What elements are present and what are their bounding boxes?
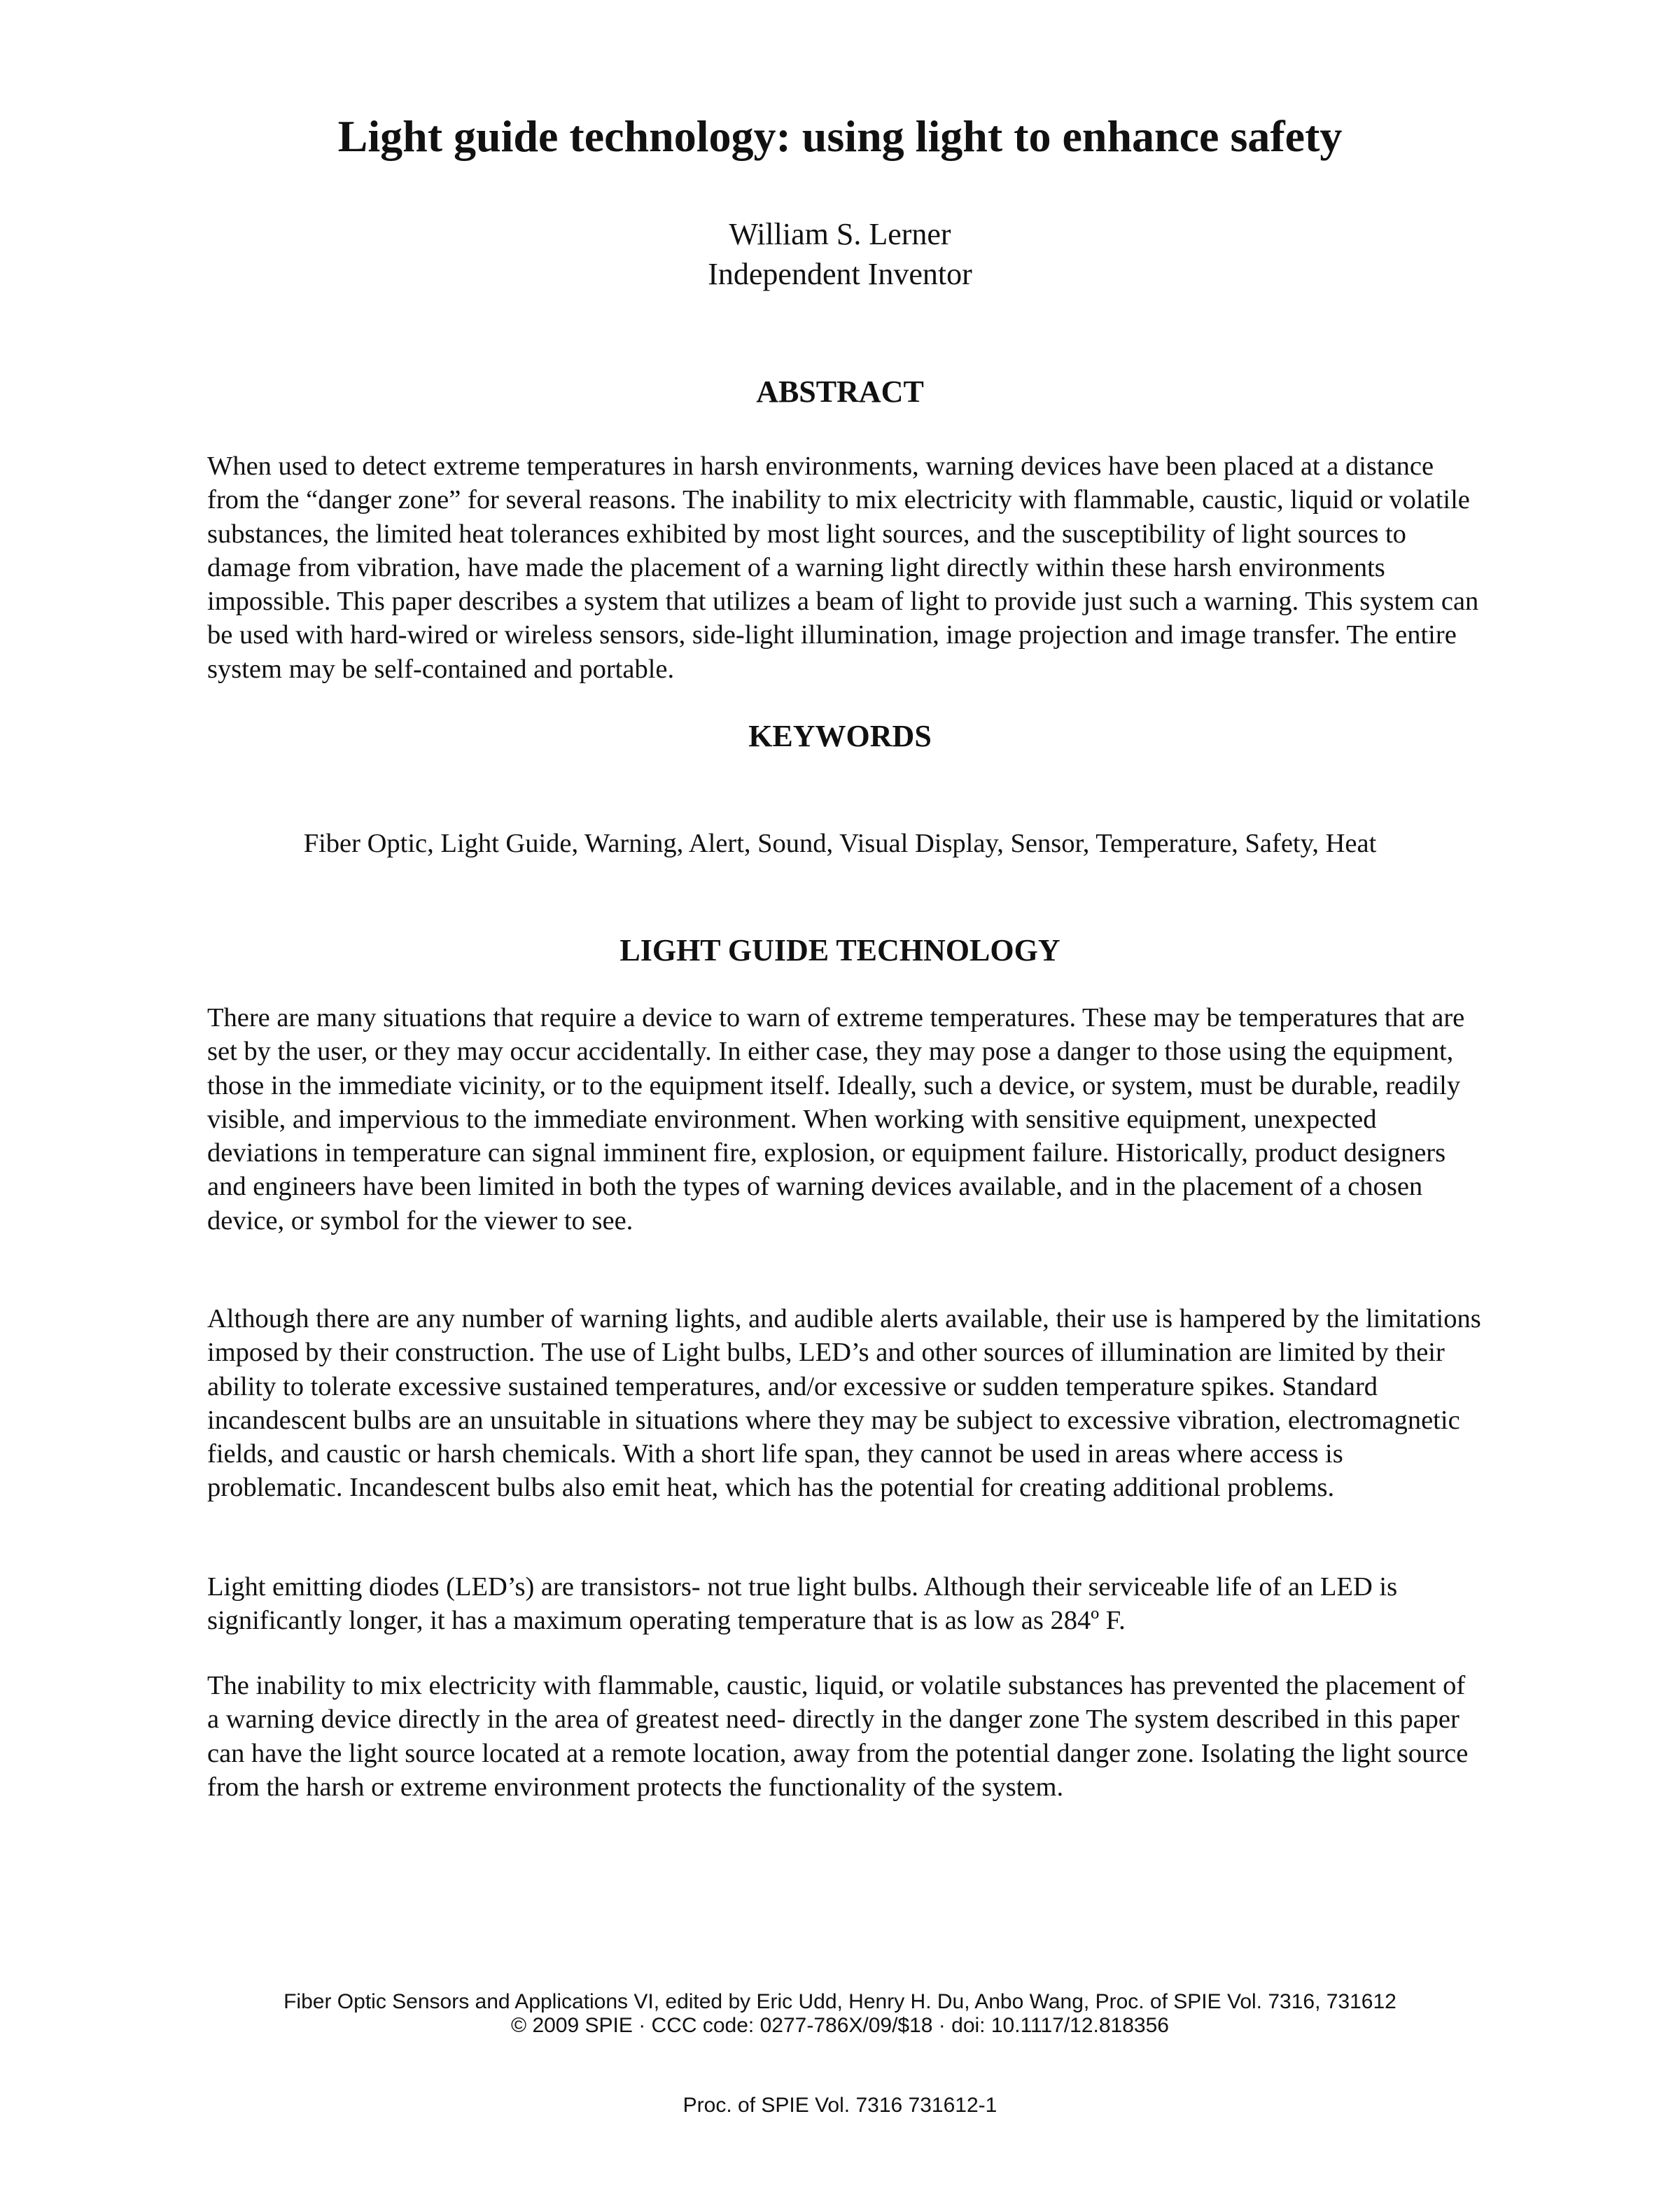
author-affiliation: Independent Inventor	[708, 257, 972, 291]
section-heading: LIGHT GUIDE TECHNOLOGY	[620, 933, 1060, 967]
author-name: William S. Lerner	[729, 217, 951, 251]
abstract-text: When used to detect extreme temperatures in harsh environments, warning devices have been placed at a distance from the “danger zone” for several reasons. The inability to mix electricity with flammable, caustic, liquid or volatile substances, the limited heat tolerances exhibited by most light sources, and the susceptibility of light sources to damage from vibration, have made the placement of a warning light directly within these harsh environments impossible. This paper describes a system that utilizes a beam of light to provide just such a warning. This system can be used with hard-wired or wireless sensors, side-light illumination, image projection and image transfer. The entire system may be self-contained and portable.	[207, 451, 1479, 684]
abstract-heading: ABSTRACT	[756, 374, 924, 409]
footer-copyright: © 2009 SPIE · CCC code: 0277-786X/09/$18 · doi: 10.1117/12.818356	[511, 2014, 1169, 2037]
paper-title: Light guide technology: using light to enhance safety	[337, 111, 1343, 161]
page-number: Proc. of SPIE Vol. 7316 731612-1	[682, 2094, 997, 2117]
section-paragraph-3: Light emitting diodes (LED’s) are transistors- not true light bulbs. Although their serviceable life of an LED is significantly longer, it has a maximum operating temperature that is as low as 284º F.	[207, 1572, 1398, 1636]
section-paragraph-4: The inability to mix electricity with flammable, caustic, liquid, or volatile substances has prevented the placement of a warning device directly in the area of greatest need- directly in the danger zone The system described in this paper can have the light source located at a remote location, away from the potential danger zone. Isolating the light source from the harsh or extreme environment protects the functionality of the system.	[207, 1671, 1469, 1802]
keywords-list: Fiber Optic, Light Guide, Warning, Alert, Sound, Visual Display, Sensor, Temperature, Safety, Heat	[303, 829, 1377, 858]
section-paragraph-2: Although there are any number of warning lights, and audible alerts available, their use is hampered by the limitations imposed by their construction. The use of Light bulbs, LED’s and other sources of illumination are limited by their ability to tolerate excessive sustained temperatures, and/or excessive or sudden temperature spikes. Standard incandescent bulbs are an unsuitable in situations where they may be subject to excessive vibration, electromagnetic fields, and caustic or harsh chemicals. With a short life span, they cannot be used in areas where access is problematic. Incandescent bulbs also emit heat, which has the potential for creating additional problems.	[207, 1304, 1481, 1503]
footer-citation: Fiber Optic Sensors and Applications VI, edited by Eric Udd, Henry H. Du, Anbo Wang, Proc. of SPIE Vol. 7316, 731612	[284, 1990, 1396, 2013]
keywords-heading: KEYWORDS	[748, 719, 932, 753]
section-paragraph-1: There are many situations that require a device to warn of extreme temperatures. These may be temperatures that are set by the user, or they may occur accidentally. In either case, they may pose a danger to those using the equipment, those in the immediate vicinity, or to the equipment itself. Ideally, such a device, or system, must be durable, readily visible, and impervious to the immediate environment. When working with sensitive equipment, unexpected deviations in temperature can signal imminent fire, explosion, or equipment failure. Historically, product designers and engineers have been limited in both the types of warning devices available, and in the placement of a chosen device, or symbol for the viewer to see.	[207, 1003, 1465, 1236]
